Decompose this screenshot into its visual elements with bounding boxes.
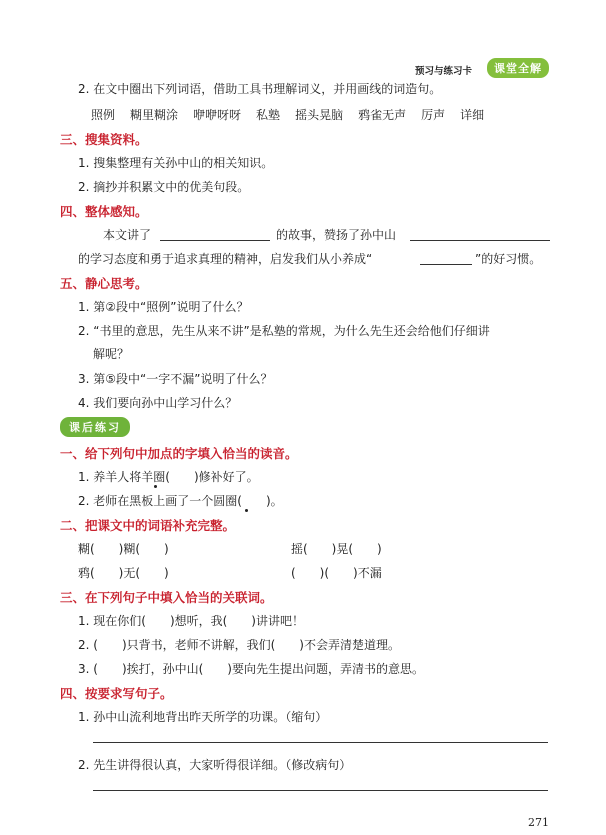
think-question-4: 4. 我们要向孙中山学习什么？ (78, 396, 238, 410)
word-fill-4: ( )( )不漏 (291, 566, 382, 580)
practice-item-1-2: 2. 老师在黑板上画了一个圆圈( )。 (78, 494, 283, 508)
practice-heading-1: 一、给下列句中加点的字填入恰当的读音。 (60, 446, 298, 461)
answer-blank-attitude[interactable] (410, 240, 550, 241)
practice-item-3-3: 3. ( )挨打，孙中山( )要向先生提出问题，弄清书的意思。 (78, 662, 424, 676)
emphasis-dot (245, 509, 248, 512)
word-fill-1: 糊( )糊( ) (78, 542, 169, 556)
practice-badge: 课后练习 (60, 417, 130, 437)
answer-blank-habit[interactable] (420, 264, 472, 265)
answer-line-4-2[interactable] (93, 790, 548, 791)
think-question-2: 2. “书里的意思，先生从来不讲”是私塾的常规，为什么先生还会给他们仔细讲 (78, 324, 490, 338)
pre-item-3-2: 2. 摘抄并积累文中的优美句段。 (78, 180, 250, 194)
emphasis-dot (154, 485, 157, 488)
vocab-item: 咿咿呀呀 (193, 108, 242, 122)
practice-item-3-1: 1. 现在你们( )想听，我( )讲讲吧！ (78, 614, 304, 628)
think-question-2-cont: 解呢？ (93, 347, 130, 361)
practice-heading-3: 三、在下列句子中填入恰当的关联词。 (60, 590, 273, 605)
page-number: 271 (528, 816, 549, 829)
summary-text-c: 的学习态度和勇于追求真理的精神，启发我们从小养成“ (78, 252, 373, 266)
vocab-list (91, 106, 499, 123)
practice-heading-2: 二、把课文中的词语补充完整。 (60, 518, 236, 533)
answer-blank-story[interactable] (160, 240, 270, 241)
vocab-item: 私塾 (256, 108, 281, 122)
section-heading-5: 五、静心思考。 (60, 276, 148, 291)
vocab-item: 详细 (460, 108, 485, 122)
section-heading-3: 三、搜集资料。 (60, 132, 148, 147)
word-fill-3: 鸦( )无( ) (78, 566, 169, 580)
pre-item-3-1: 1. 搜集整理有关孙中山的相关知识。 (78, 156, 274, 170)
think-question-3: 3. 第⑤段中“一字不漏”说明了什么？ (78, 372, 273, 386)
vocab-item: 摇头晃脑 (295, 108, 344, 122)
pre-question-2: 2. 在文中圈出下列词语，借助工具书理解词义，并用画线的词造句。 (78, 82, 442, 96)
practice-item-4-1: 1. 孙中山流利地背出昨天所学的功课。（缩句） (78, 710, 328, 724)
word-fill-2: 摇( )晃( ) (291, 542, 382, 556)
summary-text-b: 的故事，赞扬了孙中山 (276, 228, 397, 242)
answer-line-4-1[interactable] (93, 742, 548, 743)
practice-item-4-2: 2. 先生讲得很认真，大家听得很详细。（修改病句） (78, 758, 352, 772)
section-heading-4: 四、整体感知。 (60, 204, 148, 219)
header-label: 预习与练习卡 (415, 66, 473, 77)
header-badge: 课堂全解 (487, 58, 549, 78)
think-question-1: 1. 第②段中“照例”说明了什么？ (78, 300, 249, 314)
vocab-item: 鸦雀无声 (358, 108, 407, 122)
practice-heading-4: 四、按要求写句子。 (60, 686, 173, 701)
vocab-item: 厉声 (421, 108, 446, 122)
vocab-item: 糊里糊涂 (130, 108, 179, 122)
practice-item-3-2: 2. ( )只背书，老师不讲解，我们( )不会弄清楚道理。 (78, 638, 400, 652)
summary-text-a: 本文讲了 (103, 228, 152, 242)
summary-text-d: ”的好习惯。 (475, 252, 542, 266)
practice-item-1-1: 1. 养羊人将羊圈( )修补好了。 (78, 470, 259, 484)
vocab-item: 照例 (91, 108, 116, 122)
